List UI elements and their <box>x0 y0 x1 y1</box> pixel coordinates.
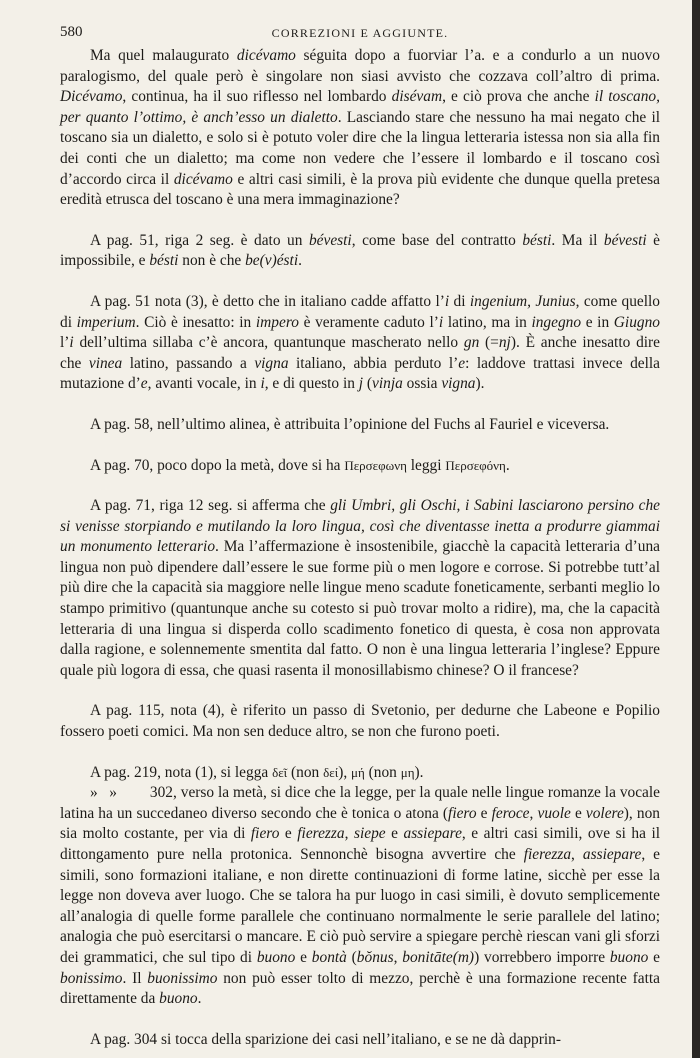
paragraph-pag-70: A pag. 70, poco dopo la metà, dove si ha Περσεφωνη leggi Περσεφόνη. <box>90 456 510 474</box>
paragraph-pag-51-nota: A pag. 51 nota (3), è detto che in italiano cadde affatto l’i di ingenium, Junius, come quello di imperium. Ciò è inesatto: in impero è veramente caduto l’i latino, ma in ingegno e in Giugno l’i dell’ultima sillaba c’è ancora, quantunque mascherato nello gn (=nj). È anche inesatto dire che vinea latino, passando a vigna italiano, abbia perduto l’e: laddove trattasi invece della mutazione d’e, avanti vocale, in i, e di questo in j (vinja ossia vigna). <box>60 292 661 393</box>
page-header <box>60 22 660 44</box>
paragraph-pag-51-bevesti: A pag. 51, riga 2 seg. è dato un bévesti, come base del contratto bésti. Ma il bévesti è impossibile, e bésti non è che be(v)ésti. <box>60 231 660 270</box>
page-body <box>60 46 660 1050</box>
paragraph-pag-58: A pag. 58, nell’ultimo alinea, è attribuita l’opinione del Fuchs al Fauriel e viceversa. <box>90 415 610 433</box>
page-number: 580 <box>60 24 83 40</box>
paragraph-pag-302: » » 302, verso la metà, si dice che la legge, per la quale nelle lingue romanze la vocale latina ha un succedaneo diverso secondo che è tonica o atona (fiero e feroce, vuole e volere), non sia molto costante, per via di fiero e fierezza, siepe e assiepare, e altri casi simili, ove si ha il dittongamento pure nella protonica. Sennonchè bisogna avvertire che fierezza, assiepare, e simili, sono formazioni italiane, e non dirette continuazioni di forme latine, sicchè per esse la legge non doveva aver luogo. Che se talora ha pur luogo in casi simili, è dovuto semplicemente all’analogia di quelle forme parallele che continuano normalmente le serie parallele del latino; analogia che può esercitarsi o mancare. E ciò può servire a spiegare perchè riescan vani gli sforzi dei grammatici, che sul tipo di buono e bontà (bŏnus, bonitāte(m)) vorrebbero imporre buono e bonissimo. Il buonissimo non può esser tolto di mezzo, perchè è una formazione recente fatta direttamente da buono. <box>60 784 661 1008</box>
paragraph-dicevamo: Ma quel malaugurato dicévamo séguita dopo a fuorviar l’a. e a condurlo a un nuovo paralogismo, del quale però è singolare non siasi avvisto che cozzava coll’altro di prima. Dicévamo, continua, ha il suo riflesso nel lombardo disévam, e ciò prova che anche il toscano, per quanto l’ottimo, è anch’esso un dialetto. Lasciando stare che nessuno ha mai negato che il toscano sia un dialetto, e solo si è potuto voler dire che la lingua letteraria istessa non sia alla fin dei conti che un dialetto; ma come non vedere che l’essere il lombardo e il toscano così d’accordo circa il dicévamo e altri casi simili, è la prova più evidente che dunque quella pretesa eredità etrusca del toscano è una mera immaginazione? <box>60 47 661 209</box>
paragraph-pag-71: A pag. 71, riga 12 seg. si afferma che gli Umbri, gli Oschi, i Sabini lasciarono persino che si venisse storpiando e mutilando la loro lingua, così che diventasse inetta a produrre giammai un monumento letterario. Ma l’affermazione è insostenibile, giacchè la capacità letteraria d’una lingua non può dipendere dall’essere le sue forme più o men logore e corrose. Si potrebbe tutt’al più dire che la capacità sia maggiore nelle lingue meno scadute foneticamente, serbanti meglio lo stampo primitivo (quantunque anche su cotesto si può trovar molto a ridire), ma, che la capacità letteraria di una lingua si disperda collo scadimento fonetico di questa, è cosa non approvata dalla ragione, e solennemente smentita dal fatto. O non è una lingua letteraria l’inglese? Eppure quale più logora di essa, che quasi rasenta il monosillabismo chinese? O il francese? <box>60 497 660 679</box>
paragraph-pag-304: A pag. 304 si tocca della sparizione dei casi nell’italiano, e se ne dà dapprin- <box>90 1030 561 1048</box>
paragraph-pag-219: A pag. 219, nota (1), si legga δεῖ (non δεί), μή (non μη). <box>90 763 424 781</box>
page-edge-shadow <box>692 0 700 1058</box>
paragraph-pag-115: A pag. 115, nota (4), è riferito un passo di Svetonio, per dedurne che Labeone e Popilio fossero poeti comici. Ma non sen deduce altro, se non che furono poeti. <box>60 702 660 741</box>
running-title: CORREZIONI E AGGIUNTE. <box>271 26 449 40</box>
